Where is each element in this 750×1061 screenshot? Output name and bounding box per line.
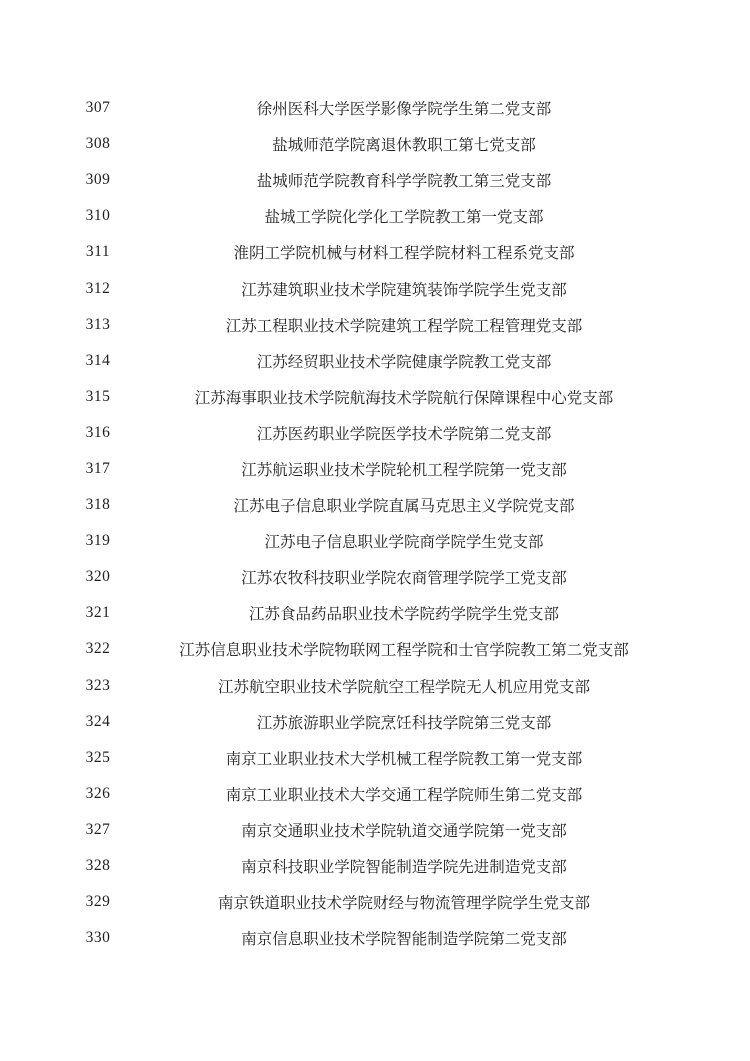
branch-name: 盐城师范学院教育科学学院教工第三党支部 <box>256 173 552 191</box>
row-number: 314 <box>85 351 111 369</box>
row-number: 316 <box>85 423 111 441</box>
branch-name: 江苏经贸职业技术学院健康学院教工党支部 <box>256 353 552 371</box>
branch-name: 江苏建筑职业技术学院建筑装饰学院学生党支部 <box>241 281 567 299</box>
row-number: 313 <box>85 315 111 333</box>
table-row <box>0 234 750 270</box>
row-number: 326 <box>85 784 111 802</box>
branch-name: 江苏医药职业学院医学技术学院第二党支部 <box>256 425 552 443</box>
branch-name: 南京铁道职业技术学院财经与物流管理学院学生党支部 <box>217 895 590 913</box>
branch-name: 南京工业职业技术大学机械工程学院教工第一党支部 <box>225 750 583 768</box>
branch-name: 江苏海事职业技术学院航海技术学院航行保障课程中心党支部 <box>194 389 614 407</box>
table-row <box>0 740 750 776</box>
table-row <box>0 198 750 234</box>
branch-name: 江苏电子信息职业学院直属马克思主义学院党支部 <box>233 498 575 516</box>
branch-name: 盐城师范学院离退休教职工第七党支部 <box>272 137 536 155</box>
branch-name: 江苏农牧科技职业学院农商管理学院学工党支部 <box>241 570 567 588</box>
branch-name: 江苏航运职业技术学院轮机工程学院第一党支部 <box>241 461 567 479</box>
table-row <box>0 595 750 631</box>
table-row <box>0 812 750 848</box>
branch-name: 南京信息职业技术学院智能制造学院第二党支部 <box>241 931 567 949</box>
row-number: 311 <box>85 243 111 261</box>
row-number: 312 <box>85 279 111 297</box>
row-number: 315 <box>85 387 111 405</box>
branch-name: 江苏信息职业技术学院物联网工程学院和士官学院教工第二党支部 <box>179 642 629 660</box>
table-row <box>0 415 750 451</box>
row-number: 330 <box>85 929 111 947</box>
branch-name: 南京科技职业学院智能制造学院先进制造党支部 <box>241 859 567 877</box>
table-row <box>0 920 750 956</box>
row-number: 310 <box>85 207 111 225</box>
row-number: 308 <box>85 135 111 153</box>
row-number: 319 <box>85 532 111 550</box>
table-row <box>0 704 750 740</box>
table-row <box>0 162 750 198</box>
row-number: 323 <box>85 676 111 694</box>
table-row <box>0 848 750 884</box>
branch-name: 江苏工程职业技术学院建筑工程学院工程管理党支部 <box>225 317 583 335</box>
table-row <box>0 90 750 126</box>
table-row <box>0 343 750 379</box>
row-number: 324 <box>85 712 111 730</box>
table-row <box>0 379 750 415</box>
branch-name: 江苏食品药品职业技术学院药学院学生党支部 <box>248 606 559 624</box>
table-row <box>0 307 750 343</box>
row-number: 325 <box>85 748 111 766</box>
row-number: 318 <box>85 496 111 514</box>
branch-name: 江苏旅游职业学院烹饪科技学院第三党支部 <box>256 714 552 732</box>
branch-name: 徐州医科大学医学影像学院学生第二党支部 <box>256 101 552 119</box>
branch-name: 江苏航空职业技术学院航空工程学院无人机应用党支部 <box>217 678 590 696</box>
table-row <box>0 126 750 162</box>
branch-name: 南京工业职业技术大学交通工程学院师生第二党支部 <box>225 786 583 804</box>
row-number: 322 <box>85 640 111 658</box>
branch-name: 盐城工学院化学化工学院教工第一党支部 <box>264 209 544 227</box>
row-number: 307 <box>85 99 111 117</box>
table-row <box>0 884 750 920</box>
table-row <box>0 559 750 595</box>
row-number: 329 <box>85 893 111 911</box>
table-row <box>0 668 750 704</box>
table-row <box>0 523 750 559</box>
row-number: 321 <box>85 604 111 622</box>
row-number: 309 <box>85 171 111 189</box>
table-row <box>0 631 750 667</box>
table-row <box>0 451 750 487</box>
row-number: 327 <box>85 820 111 838</box>
branch-name: 淮阴工学院机械与材料工程学院材料工程系党支部 <box>233 245 575 263</box>
table-row <box>0 270 750 306</box>
table-row <box>0 776 750 812</box>
branch-name: 南京交通职业技术学院轨道交通学院第一党支部 <box>241 822 567 840</box>
table-row <box>0 487 750 523</box>
row-number: 328 <box>85 857 111 875</box>
row-number: 320 <box>85 568 111 586</box>
row-number: 317 <box>85 459 111 477</box>
branch-name: 江苏电子信息职业学院商学院学生党支部 <box>264 534 544 552</box>
